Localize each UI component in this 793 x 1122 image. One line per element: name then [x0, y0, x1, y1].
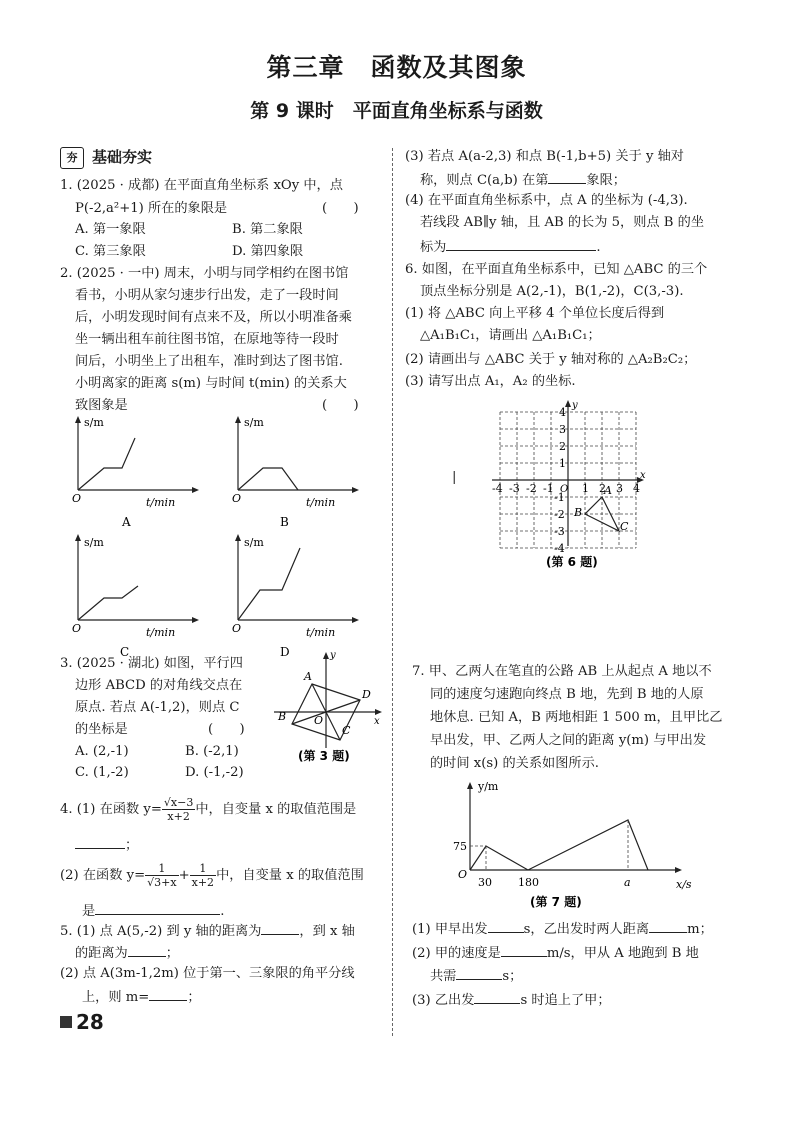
q2-b-origin: O	[232, 492, 242, 505]
q6-fig-a: A	[604, 484, 612, 497]
q2-graph-b	[232, 416, 359, 529]
q4-p1-fraction	[162, 796, 195, 823]
q7-caption: (第 7 题)	[530, 895, 582, 909]
q3-line1: 3. (2025 · 湖北) 如图，平行四	[60, 656, 243, 671]
q3-line2: 边形 ABCD 的对角线交点在	[75, 678, 243, 693]
q4-p2-line2: 是	[82, 904, 96, 919]
q1-line1: 1. (2025 · 成都) 在平面直角坐标系 xOy 中，点	[60, 178, 343, 193]
q1-option-a: A. 第一象限	[75, 222, 146, 237]
q2-line3: 后，小明发现时间有点来不及，所以小明准备乘	[75, 310, 352, 325]
q3-fig-d: D	[362, 688, 371, 701]
q1-line2: P(-2,a²+1) 所在的象限是	[75, 201, 228, 216]
q6-figure	[490, 398, 650, 574]
q6-tick-y-neg4: -4	[554, 542, 565, 555]
q3-fig-o: O	[314, 714, 324, 727]
q2-b-ylab: s/m	[244, 416, 264, 429]
q7-tick180: 180	[518, 876, 539, 889]
q1-option-c: C. 第三象限	[75, 244, 146, 259]
q4-p2-num1: 1	[145, 862, 178, 876]
q6-tick-y-neg3: -3	[554, 525, 565, 538]
q5r-line5	[420, 234, 601, 260]
q5-l2b: ；	[165, 946, 179, 961]
q3-fig-c: C	[342, 724, 351, 737]
q4-part2	[60, 862, 364, 889]
q4-p1-blank[interactable]	[75, 832, 125, 849]
q5-l4a: 上，则 m=	[82, 990, 150, 1005]
q4-p1-post: 中，自变量 x 的取值范围是	[195, 802, 357, 817]
q2-line4: 坐一辆出租车前往图书馆，在原地等待一段时	[75, 332, 339, 347]
q2-line2: 看书，小明从家匀速步行出发，走了一段时间	[75, 288, 339, 303]
q3-figure	[270, 648, 390, 768]
q7-figure	[448, 776, 708, 912]
q3-option-c: C. (1,-2)	[75, 765, 129, 780]
q6-fig-b: B	[574, 506, 583, 519]
q4-p1-pre: 4. (1) 在函数 y=	[60, 802, 162, 817]
q2-label-b: B	[280, 515, 289, 529]
q6-line3: (1) 将 △ABC 向上平移 4 个单位长度后得到	[405, 306, 665, 321]
q5r-line4: 若线段 AB∥y 轴，且 AB 的长为 5，则点 B 的坐	[420, 215, 705, 230]
q4-p2-end: .	[220, 904, 225, 919]
q7-sub3	[412, 987, 611, 1013]
q6-tick-x-4: 4	[633, 482, 640, 495]
q2-line6: 小明离家的距离 s(m) 与时间 t(min) 的关系大	[75, 376, 347, 391]
q6-line2: 顶点坐标分别是 A(2,-1)，B(1,-2)，C(3,-3).	[420, 284, 684, 299]
q6-tick-x-neg3: -3	[509, 482, 520, 495]
q7-ticka: a	[624, 876, 631, 889]
page-number: 28	[76, 1010, 104, 1034]
q4-p2-frac1	[145, 862, 178, 889]
q7-curve	[470, 820, 648, 870]
q2-label-a: A	[122, 515, 131, 529]
chapter-title: 第三章 函数及其图象	[266, 53, 527, 82]
q4-p2-pre: (2) 在函数 y=	[60, 868, 146, 883]
q5-line3: (2) 点 A(3m-1,2m) 位于第一、三象限的角平分线	[60, 966, 355, 981]
q2-b-xlab: t/min	[306, 496, 336, 509]
q6-line1: 6. 如图，在平面直角坐标系中，已知 △ABC 的三个	[405, 262, 708, 277]
q2-c-ylab: s/m	[84, 536, 104, 549]
q4-p2-den1: √3+x	[147, 876, 177, 889]
q3-line3: 原点. 若点 A(-1,2)，则点 C	[75, 700, 240, 715]
q7-s4b: s 时追上了甲；	[520, 993, 611, 1008]
lesson-title: 第 9 课时 平面直角坐标系与函数	[250, 100, 543, 122]
q6-fig-x: x	[640, 470, 646, 481]
q6-caption: (第 6 题)	[546, 555, 598, 569]
q3-fig-a: A	[304, 670, 312, 683]
q5-blank1[interactable]	[261, 918, 299, 935]
q7-blank1[interactable]	[488, 916, 524, 933]
q6-tick-x-neg1: -1	[543, 482, 554, 495]
q5-line4	[82, 984, 201, 1010]
q7-s2a: (2) 甲的速度是	[412, 946, 501, 961]
q6-line5: (2) 请画出与 △ABC 关于 y 轴对称的 △A₂B₂C₂；	[405, 352, 697, 367]
q4-p2-plus: +	[178, 868, 190, 883]
q5r-blank1[interactable]	[548, 167, 586, 184]
q4-p1-end: ；	[125, 838, 139, 853]
q6-tick-y-3: 3	[559, 423, 566, 436]
q4-p1-num: √x−3	[163, 796, 194, 809]
q2-line7: 致图象是	[75, 398, 128, 413]
section-icon: 夯	[60, 147, 84, 169]
q6-line4: △A₁B₁C₁，请画出 △A₁B₁C₁；	[420, 328, 601, 343]
q7-blank5[interactable]	[474, 987, 520, 1004]
q6-tick-y-neg2: -2	[554, 508, 565, 521]
q2-graphs	[60, 408, 390, 658]
q6-tick-x-3: 3	[616, 482, 623, 495]
q7-blank4[interactable]	[456, 963, 502, 980]
q5-l1a: 5. (1) 点 A(5,-2) 到 y 轴的距离为	[60, 924, 262, 939]
q3-option-b: B. (-2,1)	[185, 744, 239, 759]
q7-line3: 地休息. 已知 A，B 两地相距 1 500 m，且甲比乙	[430, 710, 723, 725]
q1-option-b: B. 第二象限	[232, 222, 303, 237]
q7-xlab: x/s	[676, 878, 692, 891]
q7-line5: 的时间 x(s) 的关系如图所示.	[430, 756, 599, 771]
q5-l2a: 的距离为	[75, 946, 128, 961]
q7-sub2b	[430, 963, 522, 989]
q7-s1a: (1) 甲早出发	[412, 922, 488, 937]
q7-s3b: s；	[502, 969, 523, 984]
q7-s2b: m/s，甲从 A 地跑到 B 地	[546, 946, 699, 961]
q4-p2-frac2	[190, 862, 216, 889]
q5-l1b: ，到 x 轴	[299, 924, 355, 939]
q2-c-xlab: t/min	[146, 626, 176, 639]
column-divider	[392, 148, 393, 1036]
q5r-blank2[interactable]	[446, 234, 596, 251]
q7-blank2[interactable]	[649, 916, 687, 933]
q2-c-curve	[78, 586, 138, 620]
section-title: 基础夯实	[92, 148, 153, 166]
q1-answer-paren: ( )	[322, 201, 359, 216]
q2-a-curve	[78, 438, 135, 490]
q2-d-curve	[238, 548, 300, 620]
q2-d-xlab: t/min	[306, 626, 336, 639]
q5r-l5b: .	[596, 240, 601, 255]
q4-p2-den2: x+2	[191, 876, 215, 889]
q7-sub1	[412, 916, 713, 942]
q2-d-ylab: s/m	[244, 536, 264, 549]
q5r-l2b: 象限；	[586, 173, 626, 188]
q5-l4b: ；	[187, 990, 201, 1005]
q6-tick-y-1: 1	[559, 457, 566, 470]
q5-blank2[interactable]	[128, 940, 166, 957]
q7-blank3[interactable]	[501, 940, 547, 957]
q5r-line1: (3) 若点 A(a-2,3) 和点 B(-1,b+5) 关于 y 轴对	[405, 149, 684, 164]
q6-fig-c: C	[620, 520, 629, 533]
q2-d-origin: O	[232, 622, 242, 635]
q7-ylab: y/m	[478, 780, 499, 793]
q5r-line3: (4) 在平面直角坐标系中，点 A 的坐标为 (-4,3).	[405, 193, 688, 208]
q5r-l2a: 称，则点 C(a,b) 在第	[420, 173, 549, 188]
q4-p1-answer	[75, 832, 138, 858]
q2-b-curve	[238, 468, 298, 490]
q2-answer-paren: ( )	[322, 398, 359, 413]
q6-line6: (3) 请写出点 A₁，A₂ 的坐标.	[405, 374, 576, 389]
q2-line1: 2. (2025 · 一中) 周末，小明与同学相约在图书馆	[60, 266, 349, 281]
q2-a-xlab: t/min	[146, 496, 176, 509]
q6-tick-x-2: 2	[599, 482, 606, 495]
q7-tick30: 30	[478, 876, 492, 889]
q5r-l5a: 标为	[420, 240, 447, 255]
q3-fig-x: x	[374, 716, 380, 727]
q3-fig-y: y	[330, 650, 336, 661]
q4-p1-den: x+2	[167, 810, 190, 823]
q7-origin: O	[458, 868, 468, 881]
q3-line4: 的坐标是	[75, 722, 128, 737]
q6-tick-y-neg1: -1	[554, 491, 565, 504]
q3-option-a: A. (2,-1)	[75, 744, 129, 759]
q2-graph-a	[72, 416, 199, 529]
q3-fig-b: B	[278, 710, 287, 723]
q7-line4: 早出发，甲、乙两人之间的距离 y(m) 与甲出发	[430, 733, 707, 748]
q6-fig-o: O	[560, 484, 569, 495]
q6-tick-y-2: 2	[559, 440, 566, 453]
q6-stray-mark: |	[452, 470, 457, 485]
q4-p2-num2: 1	[190, 862, 216, 876]
q4-part1	[60, 796, 356, 823]
q7-s1c: m；	[687, 922, 713, 937]
q4-p2-blank[interactable]	[95, 898, 220, 915]
q7-s3a: 共需	[430, 969, 457, 984]
q6-fig-y: y	[572, 400, 578, 411]
q7-val75: 75	[453, 840, 467, 853]
q2-line5: 间后，小明坐上了出租车，准时到达了图书馆.	[75, 354, 343, 369]
q3-caption: (第 3 题)	[298, 749, 350, 763]
q2-graph-c	[72, 534, 199, 658]
q5-blank3[interactable]	[149, 984, 187, 1001]
q7-line1: 7. 甲、乙两人在笔直的公路 AB 上从起点 A 地以不	[412, 664, 712, 679]
q7-s4a: (3) 乙出发	[412, 993, 475, 1008]
q2-label-c: C	[120, 645, 130, 658]
q4-p2-post: 中，自变量 x 的取值范围	[216, 868, 364, 883]
q2-label-d: D	[280, 645, 290, 658]
q3-answer-paren: ( )	[208, 722, 245, 737]
q7-line2: 同的速度匀速跑向终点 B 地，先到 B 地的人原	[430, 687, 704, 702]
q2-graph-d	[232, 534, 359, 658]
q2-a-origin: O	[72, 492, 82, 505]
q1-option-d: D. 第四象限	[232, 244, 304, 259]
q6-tick-x-neg4: -4	[492, 482, 503, 495]
q2-c-origin: O	[72, 622, 82, 635]
q6-tick-y-4: 4	[559, 406, 566, 419]
q7-s1b: s，乙出发时两人距离	[523, 922, 650, 937]
q3-option-d: D. (-1,-2)	[185, 765, 244, 780]
page-mark-icon	[60, 1016, 72, 1028]
q6-tick-x-1: 1	[582, 482, 589, 495]
q2-a-ylab: s/m	[84, 416, 104, 429]
q6-tick-x-neg2: -2	[526, 482, 537, 495]
